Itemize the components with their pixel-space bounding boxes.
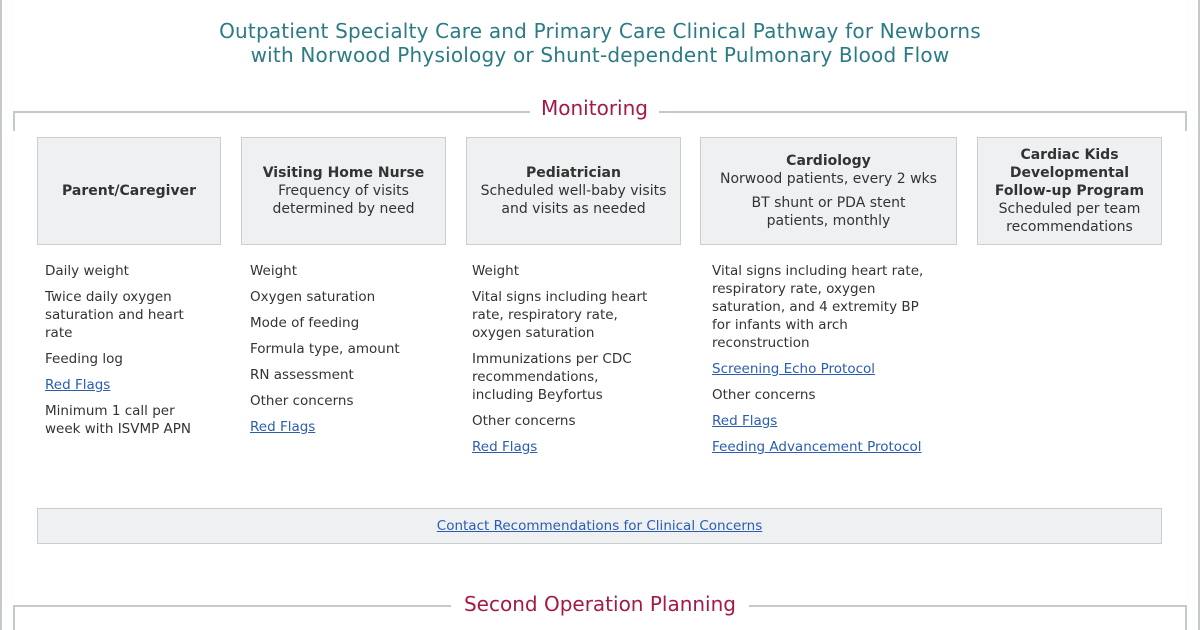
cardiology-box: [700, 137, 957, 245]
contact-recommendations-bar: [37, 508, 1162, 544]
page-title-line-2: with Norwood Physiology or Shunt-dependent Pulmonary Blood Flow: [250, 43, 950, 67]
second-operation-bracket-top-right: [749, 605, 1187, 607]
list-item: Other concerns: [712, 387, 816, 403]
list-item: Vital signs including heart rate, respiratory rate, oxygen saturation: [472, 289, 648, 341]
list-item: Vital signs including heart rate, respiratory rate, oxygen saturation, and 4 extremity BP for infants with arch reconstruction: [712, 263, 924, 351]
feeding-advancement-protocol-link[interactable]: Feeding Advancement Protocol: [712, 439, 922, 455]
visiting-home-nurse-desc-1: Frequency of visits: [278, 183, 409, 199]
cardiac-kids-desc-2: recommendations: [1006, 219, 1133, 235]
list-item: Other concerns: [472, 413, 576, 429]
screening-echo-protocol-link[interactable]: Screening Echo Protocol: [712, 361, 876, 377]
parent-caregiver-title: Parent/Caregiver: [62, 183, 196, 199]
monitoring-bracket-right-tick: [1185, 111, 1187, 131]
cardiac-kids-box: [977, 137, 1162, 245]
list-item: Weight: [472, 263, 520, 279]
list-item: Immunizations per CDC recommendations, including Beyfortus: [472, 351, 632, 403]
cardiac-kids-desc-1: Scheduled per team: [998, 201, 1141, 217]
cardiology-desc-1: Norwood patients, every 2 wks: [720, 171, 937, 187]
cardiology-desc-3: patients, monthly: [766, 213, 891, 229]
page-title-line-1: Outpatient Specialty Care and Primary Care Clinical Pathway for Newborns: [219, 19, 981, 43]
red-flags-link[interactable]: Red Flags: [45, 377, 111, 393]
list-item: Other concerns: [250, 393, 354, 409]
list-item: RN assessment: [250, 367, 354, 383]
second-operation-bracket-right-tick: [1185, 605, 1187, 630]
page-frame-left-edge: [0, 0, 2, 630]
red-flags-link[interactable]: Red Flags: [712, 413, 778, 429]
cardiac-kids-title-1: Cardiac Kids: [1020, 147, 1119, 163]
second-operation-bracket-top-left: [13, 605, 451, 607]
second-operation-section-label: Second Operation Planning: [451, 592, 749, 616]
monitoring-bracket-top-right: [659, 111, 1187, 113]
monitoring-bracket-top-left: [13, 111, 530, 113]
cardiac-kids-title-2: Developmental: [1009, 165, 1130, 181]
visiting-home-nurse-title: Visiting Home Nurse: [262, 165, 425, 181]
list-item: Twice daily oxygen saturation and heart rate: [45, 289, 184, 341]
pediatrician-desc-1: Scheduled well-baby visits: [480, 183, 667, 199]
list-item: Daily weight: [45, 263, 129, 279]
contact-recommendations-link[interactable]: Contact Recommendations for Clinical Concerns: [436, 518, 763, 534]
visiting-home-nurse-list: [250, 262, 450, 444]
list-item: Mode of feeding: [250, 315, 360, 331]
pediatrician-desc-2: and visits as needed: [501, 201, 646, 217]
cardiology-title: Cardiology: [786, 153, 871, 169]
list-item: Oxygen saturation: [250, 289, 376, 305]
list-item: Feeding log: [45, 351, 123, 367]
red-flags-link[interactable]: Red Flags: [250, 419, 316, 435]
cardiac-kids-title-3: Follow-up Program: [994, 183, 1145, 199]
pediatrician-box: [466, 137, 681, 245]
list-item: Weight: [250, 263, 298, 279]
pediatrician-list: [472, 262, 692, 464]
parent-caregiver-list: [45, 262, 230, 446]
visiting-home-nurse-box: [241, 137, 446, 245]
red-flags-link[interactable]: Red Flags: [472, 439, 538, 455]
pediatrician-title: Pediatrician: [526, 165, 621, 181]
list-item: Formula type, amount: [250, 341, 400, 357]
visiting-home-nurse-desc-2: determined by need: [272, 201, 415, 217]
second-operation-bracket-left-tick: [13, 605, 15, 630]
cardiology-desc-2: BT shunt or PDA stent: [751, 195, 906, 211]
monitoring-section-label: Monitoring: [530, 96, 659, 120]
cardiology-list: [712, 262, 982, 464]
page-title: [0, 19, 1200, 67]
monitoring-bracket-left-tick: [13, 111, 15, 131]
parent-caregiver-box: [37, 137, 221, 245]
list-item: Minimum 1 call per week with ISVMP APN: [45, 403, 192, 437]
